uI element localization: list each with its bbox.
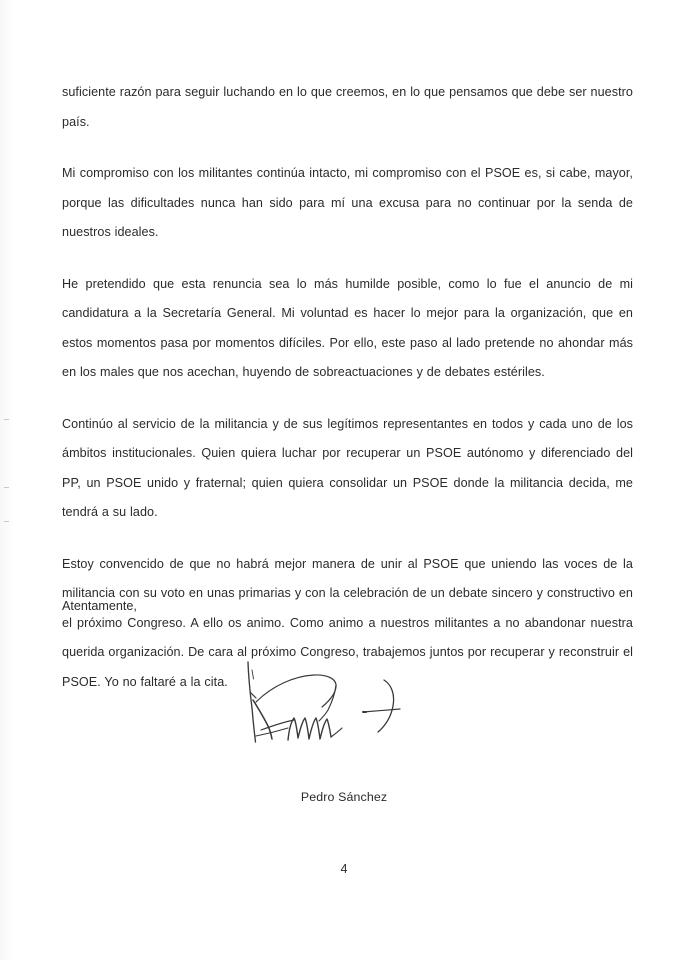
scan-speck [4,419,9,420]
signer-name: Pedro Sánchez [300,790,388,804]
scan-speck [4,487,9,488]
page-number: 4 [340,862,348,876]
scan-edge-artifact [0,0,14,960]
scan-speck [4,521,9,522]
paragraph: Continúo al servicio de la militancia y de sus legítimos representantes en todos y cada uno de los ámbitos institucionales. Quien quiera luchar por recuperar un PSOE autónomo y diferenciado del PP, un PSOE unido y fraternal; quien quiera consolidar un PSOE donde la militancia decida, me tendrá a su lado. [62,416,633,519]
closing-salutation: Atentamente, [62,599,137,613]
handwritten-signature-icon [232,652,422,752]
paragraph: Mi compromiso con los militantes continúa intacto, mi compromiso con el PSOE es, si cabe, mayor, porque las dificultades nunca han sido para mí una excusa para no continuar por la senda de nuestros ideales. [62,166,633,239]
paragraph: suficiente razón para seguir luchando en lo que creemos, en lo que pensamos que debe ser nuestro país. [62,85,633,129]
paragraph: He pretendido que esta renuncia sea lo más humilde posible, como lo fue el anuncio de mi candidatura a la Secretaría General. Mi voluntad es hacer lo mejor para la organización, que en estos momentos pasa por momentos difíciles. Por ello, este paso al lado pretende no ahondar más en los males que nos acechan, huyendo de sobreactuaciones y de debates estériles. [62,276,633,379]
paragraph: Estoy convencido de que no habrá mejor manera de unir al PSOE que uniendo las voces de la militancia con su voto en unas primarias y con la celebración de un debate sincero y constructivo en el próximo Congreso. A ello os animo. Como animo a nuestros militantes a no abandonar nuestra querida organización. De cara al próximo Congreso, trabajemos juntos por recuperar y reconstruir el PSOE. Yo no faltaré a la cita. [62,556,633,689]
letter-body [62,78,633,697]
